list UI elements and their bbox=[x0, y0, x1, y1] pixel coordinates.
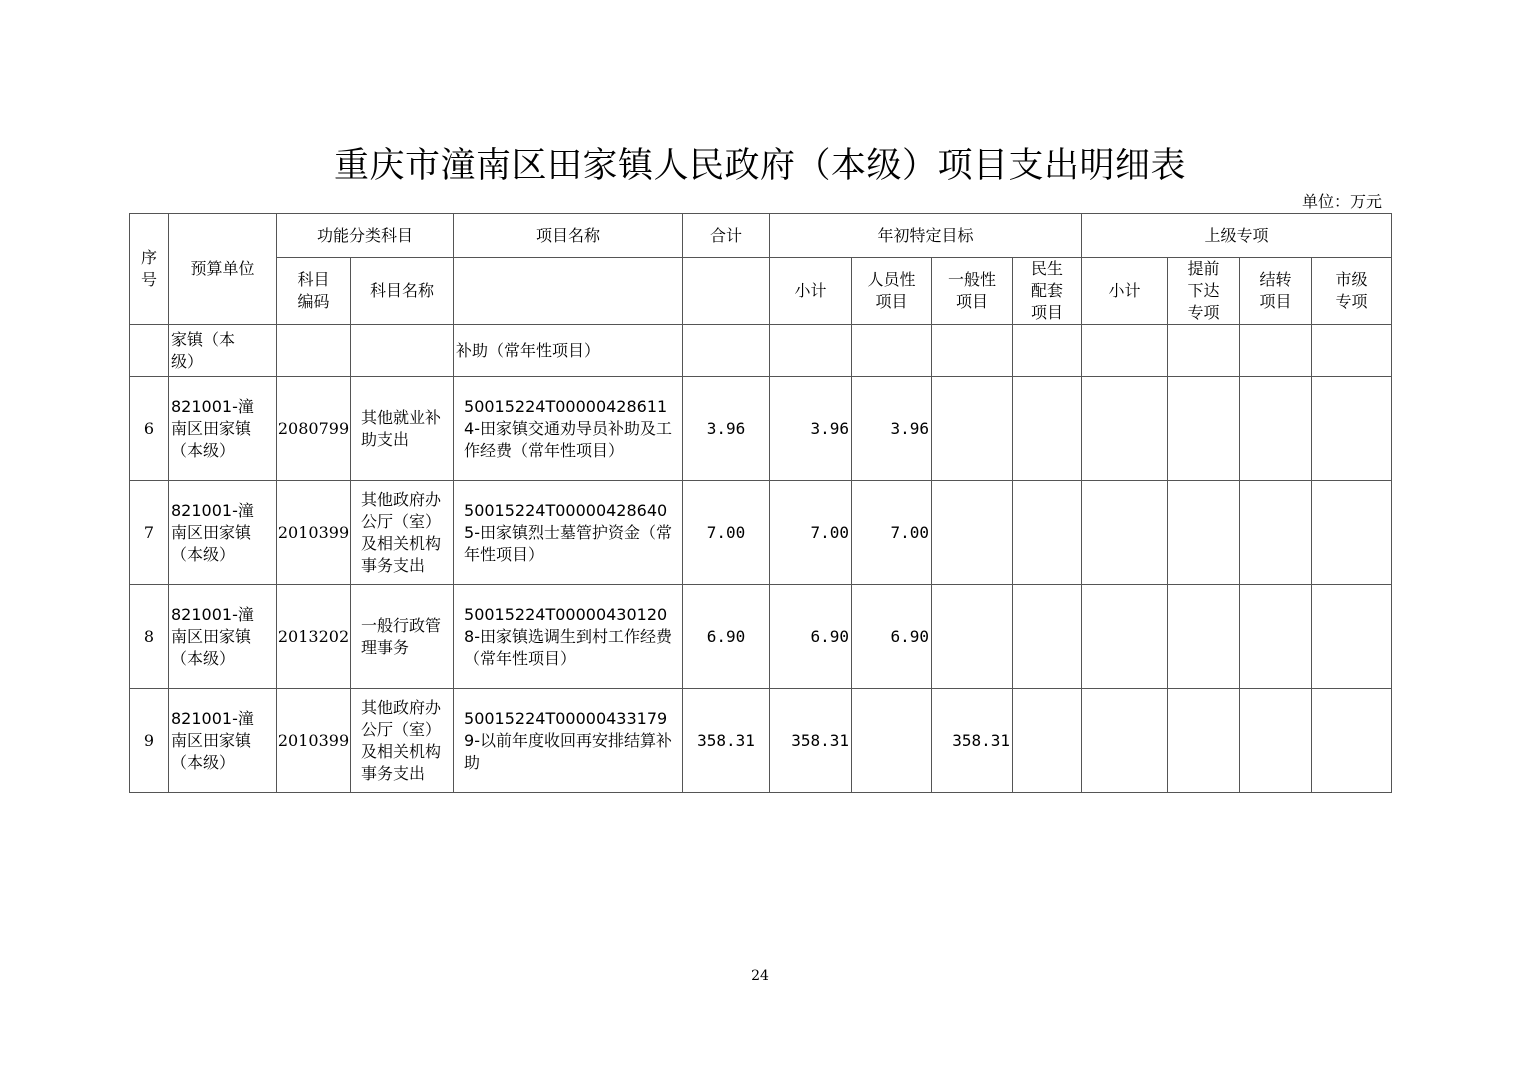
header-subject-name: 科目名称 bbox=[351, 258, 454, 325]
cell-empty bbox=[1082, 377, 1168, 481]
page-title: 重庆市潼南区田家镇人民政府（本级）项目支出明细表 bbox=[333, 146, 1186, 186]
cell-project-name: 50015224T000004286114-田家镇交通劝导员补助及工作经费（常年性项目） bbox=[454, 377, 683, 481]
header-row-1 bbox=[130, 214, 1392, 258]
cell-subject-code: 2080799 bbox=[277, 377, 351, 481]
header-yt-subtotal: 小计 bbox=[770, 258, 852, 325]
header-sp-subtotal: 小计 bbox=[1082, 258, 1168, 325]
cell-empty bbox=[1312, 585, 1392, 689]
cell-subject-name: 其他政府办公厅（室）及相关机构事务支出 bbox=[351, 689, 454, 793]
header-year-target: 年初特定目标 bbox=[770, 214, 1082, 258]
cell-subject-name: 其他政府办公厅（室）及相关机构事务支出 bbox=[351, 481, 454, 585]
cell-budget-unit: 家镇（本级） bbox=[169, 325, 277, 377]
table-row bbox=[130, 325, 1392, 377]
cell-empty bbox=[1168, 585, 1240, 689]
header-total: 合计 bbox=[683, 214, 770, 258]
cell-budget-unit: 821001-潼南区田家镇（本级） bbox=[169, 585, 277, 689]
header-yt-personnel: 人员性项目 bbox=[852, 258, 932, 325]
cell-project-name: 50015224T000004301208-田家镇选调生到村工作经费（常年性项目） bbox=[454, 585, 683, 689]
cell-yt-general bbox=[932, 585, 1013, 689]
header-yt-general: 一般性项目 bbox=[932, 258, 1013, 325]
cell-budget-unit: 821001-潼南区田家镇（本级） bbox=[169, 481, 277, 585]
cell-yt-general: 358.31 bbox=[932, 689, 1013, 793]
cell-empty bbox=[1240, 689, 1312, 793]
cell-project-name: 50015224T000004331799-以前年度收回再安排结算补助 bbox=[454, 689, 683, 793]
cell-empty bbox=[1013, 377, 1082, 481]
cell-seq: 9 bbox=[130, 689, 169, 793]
cell-yt-subtotal: 3.96 bbox=[770, 377, 852, 481]
cell-empty bbox=[1312, 689, 1392, 793]
header-project-name: 项目名称 bbox=[454, 214, 683, 258]
header-project-name-blank bbox=[454, 258, 683, 325]
header-sp-city: 市级专项 bbox=[1312, 258, 1392, 325]
cell-seq: 6 bbox=[130, 377, 169, 481]
header-sp-advance: 提前下达专项 bbox=[1168, 258, 1240, 325]
cell-subject-code: 2013202 bbox=[277, 585, 351, 689]
cell-total: 6.90 bbox=[683, 585, 770, 689]
page-number: 24 bbox=[751, 968, 769, 984]
cell-budget-unit: 821001-潼南区田家镇（本级） bbox=[169, 377, 277, 481]
cell-empty bbox=[1240, 481, 1312, 585]
cell-subject-name: 其他就业补助支出 bbox=[351, 377, 454, 481]
cell-yt-subtotal: 358.31 bbox=[770, 689, 852, 793]
cell-empty bbox=[1013, 481, 1082, 585]
cell-total: 358.31 bbox=[683, 689, 770, 793]
cell-budget-unit: 821001-潼南区田家镇（本级） bbox=[169, 689, 277, 793]
table-row bbox=[130, 689, 1392, 793]
cell-yt-subtotal: 7.00 bbox=[770, 481, 852, 585]
project-expenditure-table bbox=[129, 213, 1392, 793]
cell-yt-personnel bbox=[852, 689, 932, 793]
unit-label: 单位：万元 bbox=[1301, 192, 1382, 211]
table-row bbox=[130, 585, 1392, 689]
header-yt-livelihood: 民生配套项目 bbox=[1013, 258, 1082, 325]
header-code: 科目编码 bbox=[277, 258, 351, 325]
table-body bbox=[130, 377, 1392, 793]
table-row bbox=[130, 481, 1392, 585]
cell-subject-code: 2010399 bbox=[277, 689, 351, 793]
cell-subject-code: 2010399 bbox=[277, 481, 351, 585]
cell-total: 7.00 bbox=[683, 481, 770, 585]
cell-empty bbox=[1240, 377, 1312, 481]
cell-yt-general bbox=[932, 481, 1013, 585]
cell-empty bbox=[1312, 377, 1392, 481]
cell-yt-general bbox=[932, 377, 1013, 481]
cell-project-name: 50015224T000004286405-田家镇烈士墓管护资金（常年性项目） bbox=[454, 481, 683, 585]
cell-empty bbox=[1168, 481, 1240, 585]
cell-project-name: 补助（常年性项目） bbox=[454, 325, 683, 377]
cell-seq: 7 bbox=[130, 481, 169, 585]
cell-yt-personnel: 6.90 bbox=[852, 585, 932, 689]
table-row bbox=[130, 377, 1392, 481]
cell-empty bbox=[1082, 585, 1168, 689]
header-seq: 序号 bbox=[130, 214, 169, 325]
cell-yt-personnel: 7.00 bbox=[852, 481, 932, 585]
header-total-blank bbox=[683, 258, 770, 325]
header-row-2 bbox=[130, 258, 1392, 325]
cell-seq: 8 bbox=[130, 585, 169, 689]
header-superior: 上级专项 bbox=[1082, 214, 1392, 258]
cell-empty bbox=[1240, 585, 1312, 689]
cell-subject-name: 一般行政管理事务 bbox=[351, 585, 454, 689]
cell-yt-personnel: 3.96 bbox=[852, 377, 932, 481]
header-budget-unit: 预算单位 bbox=[169, 214, 277, 325]
cell-empty bbox=[1312, 481, 1392, 585]
cell-empty bbox=[1082, 689, 1168, 793]
header-sp-carryover: 结转项目 bbox=[1240, 258, 1312, 325]
cell-yt-subtotal: 6.90 bbox=[770, 585, 852, 689]
cell-empty bbox=[1013, 689, 1082, 793]
header-func-class: 功能分类科目 bbox=[277, 214, 454, 258]
cell-empty bbox=[1168, 689, 1240, 793]
cell-empty bbox=[1013, 585, 1082, 689]
cell-empty bbox=[1082, 481, 1168, 585]
cell-total: 3.96 bbox=[683, 377, 770, 481]
cell-empty bbox=[1168, 377, 1240, 481]
